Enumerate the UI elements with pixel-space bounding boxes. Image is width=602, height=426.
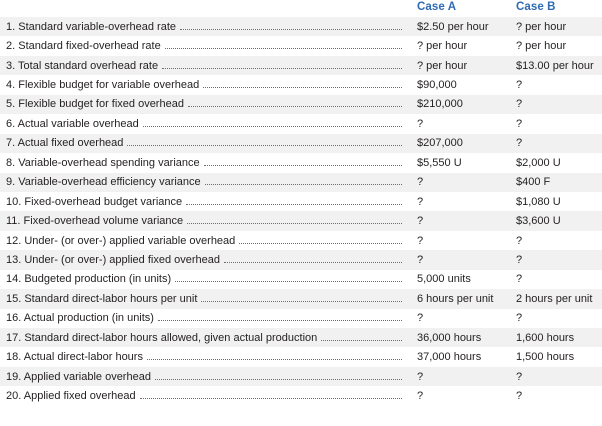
row-label-cell [6,56,402,75]
case-a-value: ? [417,370,424,383]
row-label: 7. Actual fixed overhead [6,137,124,150]
dot-leader [127,144,402,146]
row-label-cell [6,347,402,366]
case-b-value: ? [516,234,523,247]
row-label: 8. Variable-overhead spending variance [6,156,200,169]
dot-leader [321,339,402,341]
row-label: 9. Variable-overhead efficiency variance [6,176,201,189]
dot-leader [239,242,402,244]
case-a-value: ? per hour [417,59,468,72]
case-a-value: ? [417,234,424,247]
dot-leader [158,319,402,321]
row-label-cell [6,95,402,114]
case-b-value: $13.00 per hour [516,59,594,72]
case-b-value: ? [516,390,523,403]
dot-leader [186,203,402,205]
dot-leader [180,28,402,30]
table-row [0,347,602,366]
row-label: 5. Flexible budget for fixed overhead [6,98,184,111]
case-a-value: ? [417,176,424,189]
case-a-value: $207,000 [417,137,463,150]
row-label: 2. Standard fixed-overhead rate [6,40,161,53]
case-b-value: ? [516,79,523,92]
case-a-header: Case A [417,1,457,13]
row-label-cell [6,231,402,250]
row-label-cell [6,250,402,269]
case-a-value: ? [417,117,424,130]
case-a-value: ? [417,215,424,228]
row-label-cell [6,173,402,192]
dot-leader [175,280,402,282]
case-a-value: $2.50 per hour [417,20,489,33]
table-row [0,75,602,94]
row-label: 17. Standard direct-labor hours allowed, given actual production [6,331,318,344]
table-row [0,192,602,211]
dot-leader [143,125,402,127]
case-b-value: ? per hour [516,20,567,33]
table-row [0,367,602,386]
row-label: 18. Actual direct-labor hours [6,351,143,364]
dot-leader [162,67,402,69]
case-b-value: ? [516,98,523,111]
case-a-value: $5,550 U [417,156,462,169]
row-label-cell [6,192,402,211]
table-row [0,386,602,405]
table-row [0,17,602,36]
table-row [0,95,602,114]
case-b-value: $3,600 U [516,215,561,228]
table-body [0,17,602,406]
row-label-cell [6,211,402,230]
case-a-value: ? [417,195,424,208]
case-b-value: $400 F [516,176,551,189]
case-b-value: ? [516,137,523,150]
row-label-cell [6,289,402,308]
row-label: 10. Fixed-overhead budget variance [6,195,183,208]
row-label-cell [6,328,402,347]
dot-leader [201,300,402,302]
case-b-value: 1,600 hours [516,331,575,344]
table-row [0,173,602,192]
row-label: 11. Fixed-overhead volume variance [6,215,184,228]
table-row [0,153,602,172]
row-label: 12. Under- (or over-) applied variable overhead [6,234,236,247]
row-label: 14. Budgeted production (in units) [6,273,172,286]
case-a-value: ? [417,312,424,325]
case-a-value: ? per hour [417,40,468,53]
table-row [0,36,602,55]
row-label: 4. Flexible budget for variable overhead [6,79,200,92]
table-row [0,114,602,133]
dot-leader [224,261,402,263]
case-b-value: 2 hours per unit [516,292,593,305]
row-label: 1. Standard variable-overhead rate [6,20,176,33]
case-b-header: Case B [516,1,556,13]
case-b-value: ? [516,117,523,130]
row-label: 19. Applied variable overhead [6,370,151,383]
table-row [0,134,602,153]
row-label: 6. Actual variable overhead [6,117,139,130]
row-label-cell [6,367,402,386]
dot-leader [140,397,402,399]
table-header [0,1,602,17]
table-row [0,56,602,75]
row-label-cell [6,17,402,36]
row-label: 16. Actual production (in units) [6,312,154,325]
row-label-cell [6,114,402,133]
row-label: 3. Total standard overhead rate [6,59,159,72]
case-b-value: ? [516,370,523,383]
table-row [0,328,602,347]
case-a-value: 36,000 hours [417,331,482,344]
row-label-cell [6,75,402,94]
row-label-cell [6,153,402,172]
table-row [0,211,602,230]
case-b-value: ? [516,312,523,325]
dot-leader [203,86,402,88]
case-b-value: 1,500 hours [516,351,575,364]
row-label: 13. Under- (or over-) applied fixed overhead [6,253,221,266]
dot-leader [155,378,402,380]
case-a-value: 37,000 hours [417,351,482,364]
case-a-value: ? [417,253,424,266]
row-label: 20. Applied fixed overhead [6,390,136,403]
case-a-value: 5,000 units [417,273,471,286]
case-b-value: $1,080 U [516,195,561,208]
case-a-value: $210,000 [417,98,463,111]
table-row [0,250,602,269]
row-label-cell [6,309,402,328]
case-b-value: ? [516,273,523,286]
case-a-value: $90,000 [417,79,457,92]
case-a-value: ? [417,390,424,403]
row-label-cell [6,134,402,153]
table-row [0,309,602,328]
dot-leader [204,164,402,166]
table-row [0,231,602,250]
row-label-cell [6,386,402,405]
dot-leader [147,358,402,360]
dot-leader [205,183,402,185]
dot-leader [188,105,402,107]
row-label-cell [6,270,402,289]
case-a-value: 6 hours per unit [417,292,494,305]
case-b-value: $2,000 U [516,156,561,169]
case-b-value: ? per hour [516,40,567,53]
row-label: 15. Standard direct-labor hours per unit [6,292,198,305]
case-b-value: ? [516,253,523,266]
dot-leader [187,222,402,224]
dot-leader [165,47,402,49]
row-label-cell [6,36,402,55]
table-row [0,270,602,289]
table-row [0,289,602,308]
